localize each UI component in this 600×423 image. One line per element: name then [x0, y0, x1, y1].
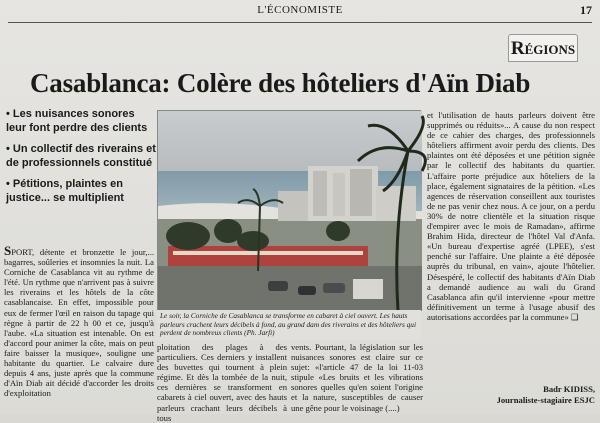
summary-bullet: • Les nuisances sonores leur font perdre des clients	[6, 108, 148, 134]
body-text: et l'utilisation de hauts parleurs doivent être supprimés ou réduits»... A cause du non respect de ce cahier des charges, des professionnels hôteliers affirment avoir perdu des clients. Des plaintes ont été déposées et une pétition signée par le collectif des habitants du quartier. L'affaire porte préjudice aux hôteliers de la place, également signataires de la pétition. «Les agences de réservation conseillent aux touristes de ne pas venir chez nous. A ce jour, on a perdu 30% de notre clientèle et la situation risque d'empirer avec le mois de Ramadan», affirme Brahim Hida, directeur de l'hôtel Val d'Anfa. «Un bureau d'expertise agréé (LPEE), s'est penché sur l'affaire. Une plainte a été déposée auprès du tribunal, en vain», ajoute l'hôtelier. Désespéré, le collectif des habitants d'Aïn Diab a demandé audience au wali du Grand Casablanca afin qu'il intervienne «pour mettre définitivement un terme à l'usage abusif des autorisations accordées par la commune»	[427, 110, 595, 322]
summary-bullets	[6, 108, 156, 213]
byline-author: Badr KIDISS,	[543, 384, 595, 394]
page-number: 17	[580, 3, 592, 17]
body-text: PORT, détente et bronzette le jour,... bagarres, soûleries et insomnies la nuit. La Corniche de Casablanca vit au rythme de l'été. Un rythme que n'arrivent pas à suivre les riverains et les hôtels de la côte casablancaise. En effet, impossible pour eux de fermer l'œil en raison du tapage qui règne à partir de 22 h 00 et ce, jusqu'à l'aube. «La situation est intenable. On est d'accord pour animer la côte, mais on peut faire baisser la musique», souligne une habitante du quartier. Le calvaire dure depuis 4 ans, juste après que la commune d'Aïn Diab ait décidé d'accorder les droits d'exploitation	[4, 247, 154, 399]
dropcap: S	[4, 243, 12, 258]
summary-bullet: • Un collectif des riverains et de professionnels constitué	[6, 143, 156, 169]
body-column-2	[157, 342, 287, 423]
corniche-photo-illustration	[158, 111, 422, 311]
body-text: ploitation des plages à des particuliers. Ces derniers y installent des buvettes qui tournent à plein régime. Et dès la tombée de la nuit, ces dernières se transforment en cabarets à ciel ouvert, avec des hauts parleurs crachant leurs décibels à tous	[157, 342, 287, 423]
photo-caption: Le soir, la Corniche de Casablanca se transforme en cabaret à ciel ouvert. Les hauts parleurs crachent leurs décibels à fond, au grand dam des riverains et des hôteliers qui perdent de nombreux clients (Ph. Jarfi)	[157, 310, 421, 340]
body-text: vents. Pourtant, la législation sur les nuisances sonores est claire sur ce sujet: «l'article 47 de la loi 11-03 stipule «Les bruits et les vibrations sonores quelles qu'en soient l'origine et la nature, susceptibles de causer une gêne pour le voisinage (....)	[291, 342, 423, 413]
body-column-4	[427, 110, 595, 414]
section-tab: Régions	[508, 34, 578, 62]
byline	[427, 384, 595, 405]
headline: Casablanca: Colère des hôteliers d'Aïn Diab	[30, 68, 531, 98]
masthead: L'ÉCONOMISTE	[257, 4, 343, 16]
corniche-photo	[157, 110, 421, 310]
end-mark: ❑	[570, 311, 579, 322]
body-column-3	[291, 342, 423, 414]
body-column-1	[4, 243, 154, 414]
byline-role: Journaliste-stagiaire ESJC	[496, 394, 595, 405]
masthead-rule	[8, 22, 592, 23]
summary-bullet: • Pétitions, plaintes en justice... se multiplient	[6, 178, 124, 204]
